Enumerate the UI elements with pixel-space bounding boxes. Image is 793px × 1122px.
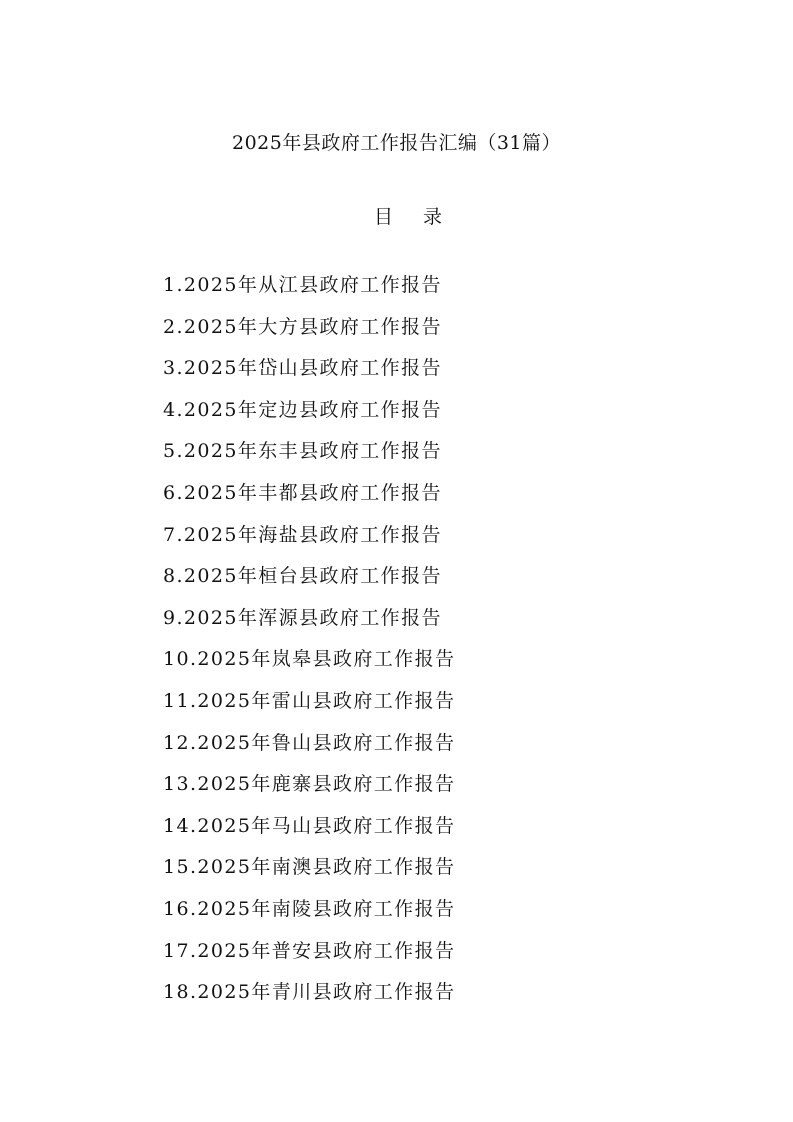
toc-item: 12.2025年鲁山县政府工作报告 — [163, 731, 456, 754]
toc-item: 8.2025年桓台县政府工作报告 — [163, 565, 442, 588]
toc-list — [163, 270, 455, 1019]
toc-item: 9.2025年浑源县政府工作报告 — [163, 606, 442, 629]
toc-item: 3.2025年岱山县政府工作报告 — [163, 357, 442, 380]
toc-item: 1.2025年从江县政府工作报告 — [163, 274, 442, 296]
toc-item: 7.2025年海盐县政府工作报告 — [163, 523, 442, 546]
toc-item: 15.2025年南澳县政府工作报告 — [163, 856, 456, 879]
toc-item: 6.2025年丰都县政府工作报告 — [163, 481, 442, 504]
toc-item: 18.2025年青川县政府工作报告 — [163, 981, 456, 1004]
toc-item: 4.2025年定边县政府工作报告 — [163, 398, 442, 421]
toc-heading: 目 录 — [373, 206, 455, 228]
toc-item: 2.2025年大方县政府工作报告 — [163, 315, 442, 338]
toc-item: 17.2025年普安县政府工作报告 — [163, 939, 456, 962]
toc-item: 11.2025年雷山县政府工作报告 — [163, 689, 456, 712]
toc-item: 10.2025年岚皋县政府工作报告 — [163, 648, 456, 671]
toc-item: 13.2025年鹿寨县政府工作报告 — [163, 773, 456, 796]
toc-item: 14.2025年马山县政府工作报告 — [163, 814, 456, 837]
toc-item: 5.2025年东丰县政府工作报告 — [163, 440, 442, 463]
document-title: 2025年县政府工作报告汇编（31篇） — [231, 132, 562, 154]
toc-item: 16.2025年南陵县政府工作报告 — [163, 897, 456, 920]
